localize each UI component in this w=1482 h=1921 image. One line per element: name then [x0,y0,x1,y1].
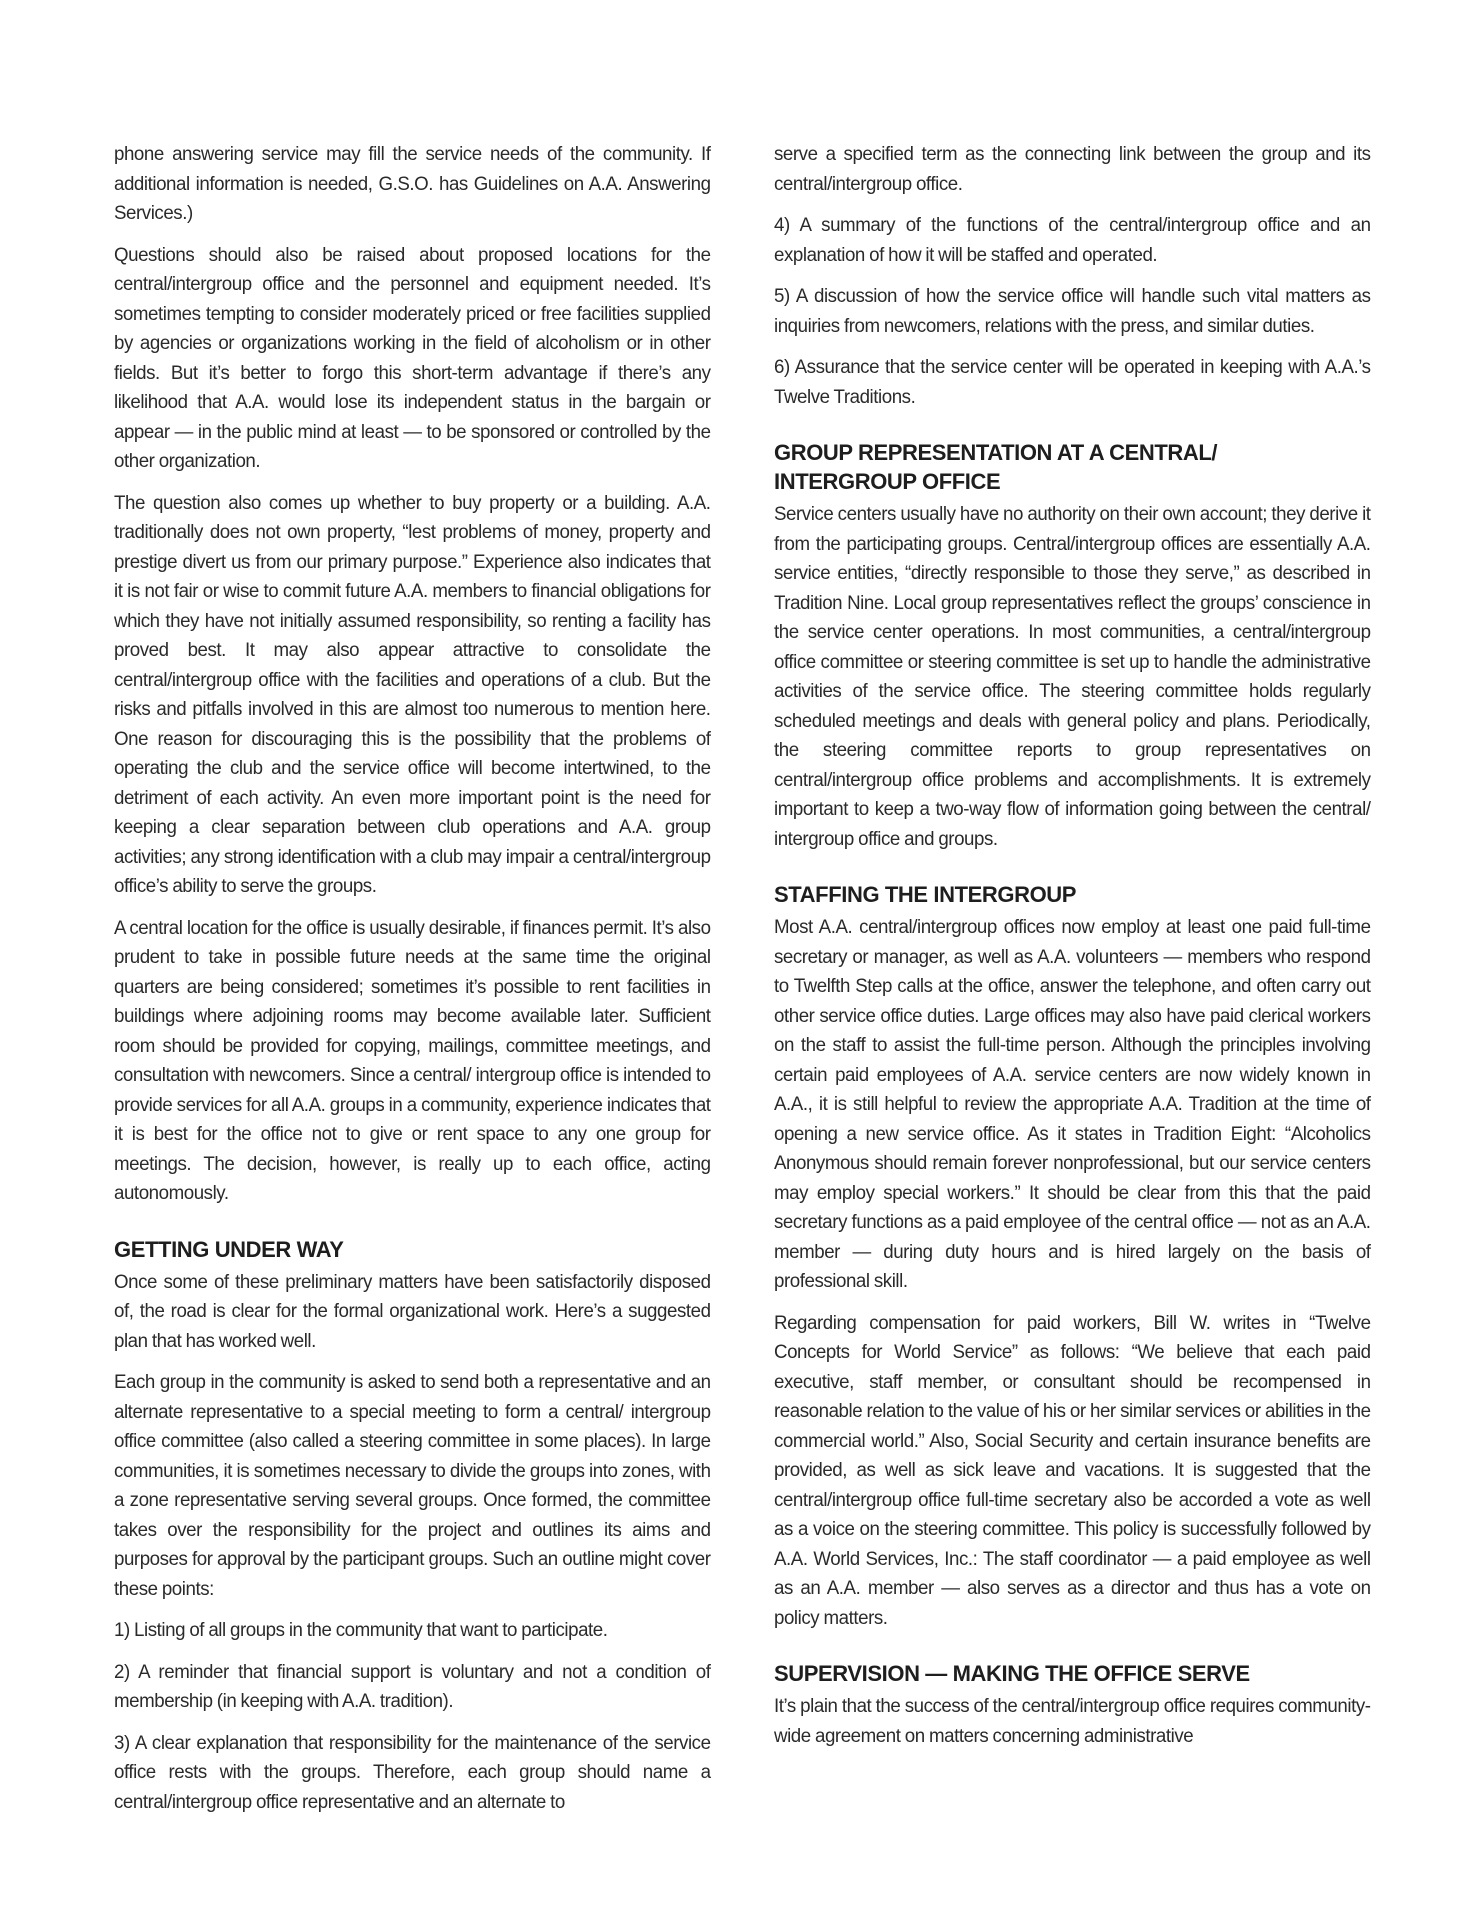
heading-getting-under-way: GETTING UNDER WAY [114,1236,344,1262]
paragraph-service-centers: Service centers usually have no authority on their own account; they derive it from the participating groups. Central/intergroup offices are essentially A.A. service entities, “directly responsible to those they serve,” as described in Tradition Nine. Local group representatives reflect the groups’ conscience in the service center operations. In most communities, a central/intergroup office committee or steering committee is set up to handle the administrative activities of the service office. The steering committee holds regularly scheduled meetings and deals with general policy and plans. Periodically, the steering committee reports to group representatives on central/intergroup office problems and accomplishments. It is extremely important to keep a two-way flow of information going between the central/ intergroup office and groups. [774,504,1371,850]
list-item-2: 2) A reminder that financial support is voluntary and not a condition of membership (in keeping with A.A. tradition). [114,1661,711,1712]
list-item-3: 3) A clear explanation that responsibility for the maintenance of the service office rests with the groups. Therefore, each group should name a central/intergroup office representative and an alternate to [114,1732,711,1813]
paragraph-property: The question also comes up whether to buy property or a building. A.A. traditionally does not own property, “lest problems of money, property and prestige divert us from our primary purpose.” Experience also indicates that it is not fair or wise to commit future A.A. members to financial obligations for which they have not initially assumed responsibility, so renting a facility has proved best. It may also appear attractive to consolidate the central/intergroup office with the facilities and operations of a club. But the risks and pitfalls involved in this are almost too numerous to mention here. One reason for discouraging this is the possibility that the problems of operating the club and the service office will become intertwined, to the detriment of each activity. An even more important point is the need for keeping a clear separation between club operations and A.A. group activities; any strong identification with a club may impair a central/intergroup office’s ability to serve the groups. [114,492,711,897]
paragraph-supervision: It’s plain that the success of the central/intergroup office requires community-wide agreement on matters concerning administrative [774,1696,1371,1747]
document-page [114,140,1370,1860]
right-column [774,140,1370,1860]
paragraph-staffing: Most A.A. central/intergroup offices now employ at least one paid full-time secretary or manager, as well as A.A. volunteers — members who respond to Twelfth Step calls at the office, answer the telephone, and often carry out other service office duties. Large offices may also have paid clerical workers on the staff to assist the full-time person. Although the principles involving certain paid employees of A.A. service centers are now widely known in A.A., it is still helpful to review the appropriate A.A. Tradition at the time of opening a new service office. As it states in Tradition Eight: “Alcoholics Anonymous should remain forever nonprofessional, but our service centers may employ special workers.” It should be clear from this that the paid secretary functions as a paid employee of the central office — not as an A.A. member — during duty hours and is hired largely on the basis of professional skill. [774,917,1371,1292]
heading-staffing: STAFFING THE INTERGROUP [774,882,1077,907]
paragraph-compensation: Regarding compensation for paid workers, Bill W. writes in “Twelve Concepts for World Service” as follows: “We believe that each paid executive, staff member, or consultant should be recompensed in reasonable relation to the value of his or her similar services or abilities in the commercial world.” Also, Social Security and certain insurance benefits are provided, as well as sick leave and vacations. It is suggested that the central/intergroup office full-time secretary also be accorded a vote as well as a voice on the steering committee. This policy is successfully followed by A.A. World Services, Inc.: The staff coordinator — a paid employee as well as an A.A. member — also serves as a director and thus has a vote on policy matters. [774,1312,1371,1629]
paragraph-central-location: A central location for the office is usually desirable, if finances permit. It’s also prudent to take in possible future needs at the same time the original quarters are being considered; sometimes it’s possible to rent facilities in buildings where adjoining rooms may become available later. Sufficient room should be provided for copying, mailings, committee meetings, and consultation with newcomers. Since a central/ intergroup office is intended to provide services for all A.A. groups in a community, experience indicates that it is best for the office not to give or rent space to any one group for meetings. The decision, however, is really up to each office, acting autonomously. [114,917,711,1204]
heading-group-representation-line1: GROUP REPRESENTATION AT A CENTRAL/ [774,440,1218,465]
list-item-5: 5) A discussion of how the service office will handle such vital matters as inquiries from newcomers, relations with the press, and similar duties. [774,286,1371,337]
paragraph-preliminary-matters: Once some of these preliminary matters have been satisfactorily disposed of, the road is clear for the formal organizational work. Here’s a suggested plan that has worked well. [114,1271,711,1352]
list-item-1: 1) Listing of all groups in the community that want to participate. [114,1620,608,1641]
paragraph-each-group: Each group in the community is asked to send both a representative and an alternate representative to a special meeting to form a central/ intergroup office committee (also called a steering committee in some places). In large communities, it is sometimes necessary to divide the groups into zones, with a zone representative serving several groups. Once formed, the committee takes over the responsibility for the project and outlines its aims and purposes for approval by the participant groups. Such an outline might cover these points: [114,1372,711,1600]
heading-group-representation-line2: INTERGROUP OFFICE [774,469,1001,494]
heading-group-representation [774,438,1370,496]
list-item-3-continued: serve a specified term as the connecting link between the group and its central/intergroup office. [774,144,1371,195]
list-item-6: 6) Assurance that the service center will be operated in keeping with A.A.’s Twelve Traditions. [774,357,1371,408]
left-column [114,140,710,1860]
paragraph-answering-service: phone answering service may fill the service needs of the community. If additional information is needed, G.S.O. has Guidelines on A.A. Answering Services.) [114,144,711,224]
heading-supervision: SUPERVISION — MAKING THE OFFICE SERVE [774,1661,1250,1686]
list-item-4: 4) A summary of the functions of the central/intergroup office and an explanation of how it will be staffed and operated. [774,215,1371,266]
paragraph-locations: Questions should also be raised about proposed locations for the central/intergroup office and the personnel and equipment needed. It’s sometimes tempting to consider moderately priced or free facilities supplied by agencies or organizations working in the field of alcoholism or in other fields. But it’s better to forgo this short-term advantage if there’s any likelihood that A.A. would lose its independent status in the bargain or appear — in the public mind at least — to be sponsored or controlled by the other organization. [114,244,711,472]
